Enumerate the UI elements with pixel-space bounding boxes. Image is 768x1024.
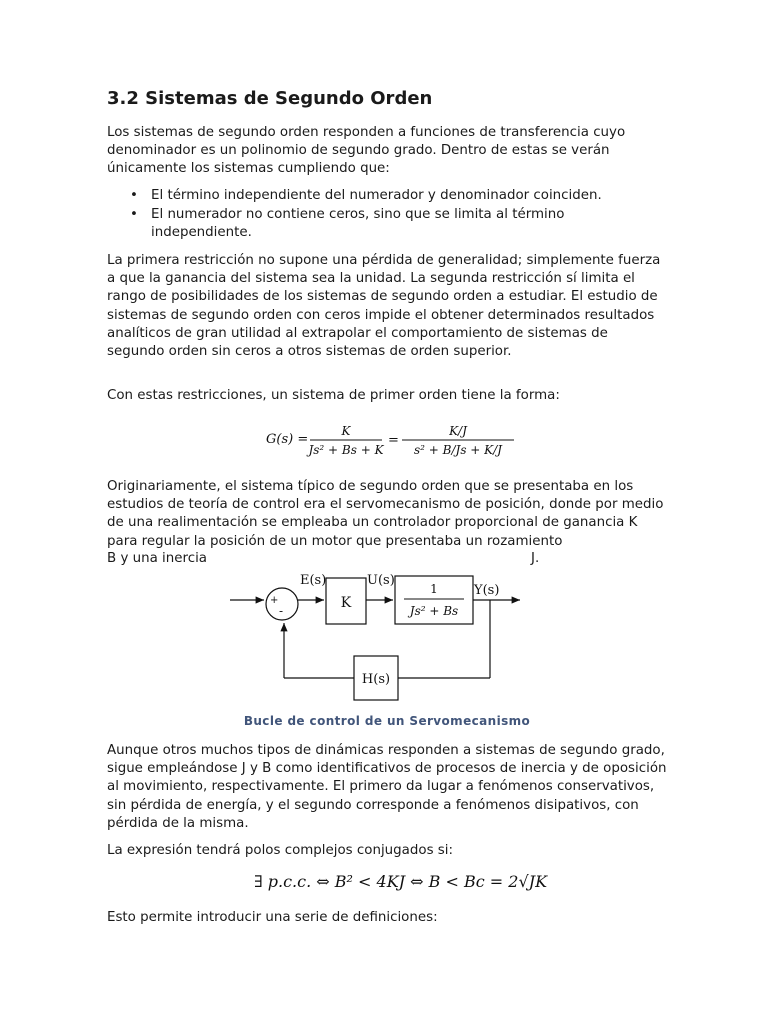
formula-den2: s² + B/Js + K/J <box>414 443 502 457</box>
transfer-function-formula <box>264 421 524 461</box>
plant-denominator: Js² + Bs <box>409 604 459 618</box>
signal-u: U(s) <box>367 573 395 588</box>
poles-formula: ∃ p.c.c. ⇔ B² < 4KJ ⇔ B < Bc = 2√JK <box>254 872 548 891</box>
poles-paragraph: La expresión tendrá polos complejos conjugados si: <box>107 843 454 858</box>
feedback-label: H(s) <box>361 672 391 687</box>
signal-e: E(s) <box>300 573 327 588</box>
block-diagram <box>228 568 528 708</box>
formula-eq: = <box>388 433 399 448</box>
definitions-paragraph: Esto permite introducir una serie de definiciones: <box>107 910 438 925</box>
formula-num2: K/J <box>449 424 467 438</box>
servo-paragraph: Originariamente, el sistema típico de segundo orden que se presentaba en los estudios de teoría de control era el servomecanismo de posición, donde por medio de una realimentación se empleaba un controlador proporcional de ganancia K para regular la posición de un motor que presentaba un rozamiento <box>107 479 664 549</box>
plus-sign: + <box>270 595 279 606</box>
form-paragraph: Con estas restricciones, un sistema de primer orden tiene la forma: <box>107 388 560 403</box>
section-heading: 3.2 Sistemas de Segundo Orden <box>107 88 433 109</box>
servo-paragraph-tail <box>107 550 667 568</box>
list-item <box>107 187 667 205</box>
bullet-icon: • <box>130 188 138 203</box>
dynamics-paragraph: Aunque otros muchos tipos de dinámicas responden a sistemas de segundo grado, sigue empleándose J y B como identificativos de procesos de inercia y de oposición al movimiento, respectivamente. El primero da lugar a fenómenos conservativos, sin pérdida de energía, y el segundo corresponde a fenómenos disipativos, con pérdida de la misma. <box>107 743 667 831</box>
signal-y: Y(s) <box>474 583 500 598</box>
intro-paragraph: Los sistemas de segundo orden responden a funciones de transferencia cuyo denominador es un polinomio de segundo grado. Dentro de estas se verán únicamente los sistemas cumpliendo que: <box>107 125 626 177</box>
minus-sign: - <box>279 604 284 618</box>
plant-numerator: 1 <box>430 582 438 596</box>
restrictions-list <box>107 187 667 244</box>
list-item-text: El término independiente del numerador y denominador coinciden. <box>151 188 602 203</box>
formula-lhs: G(s) = <box>266 432 309 447</box>
bullet-icon: • <box>130 207 138 223</box>
servo-tail-end: J. <box>531 551 540 566</box>
list-item-text: El numerador no contiene ceros, sino que se limita al término independiente. <box>151 207 565 241</box>
list-item <box>107 206 667 242</box>
servo-tail-start: B y una inercia <box>107 551 208 566</box>
restriction-paragraph: La primera restricción no supone una pérdida de generalidad; simplemente fuerza a que la ganancia del sistema sea la unidad. La segunda restricción sí limita el rango de posibilidades de los sistemas de segundo orden a estudiar. El estudio de sistemas de segundo orden con ceros impide el obtener determinados resultados analíticos de gran utilidad al extrapolar el comportamiento de sistemas de segundo orden sin ceros a otros sistemas de orden superior. <box>107 253 661 360</box>
gain-label: K <box>340 595 352 611</box>
formula-num1: K <box>341 424 351 438</box>
figure-caption: Bucle de control de un Servomecanismo <box>243 714 531 728</box>
formula-den1: Js² + Bs + K <box>308 443 384 457</box>
